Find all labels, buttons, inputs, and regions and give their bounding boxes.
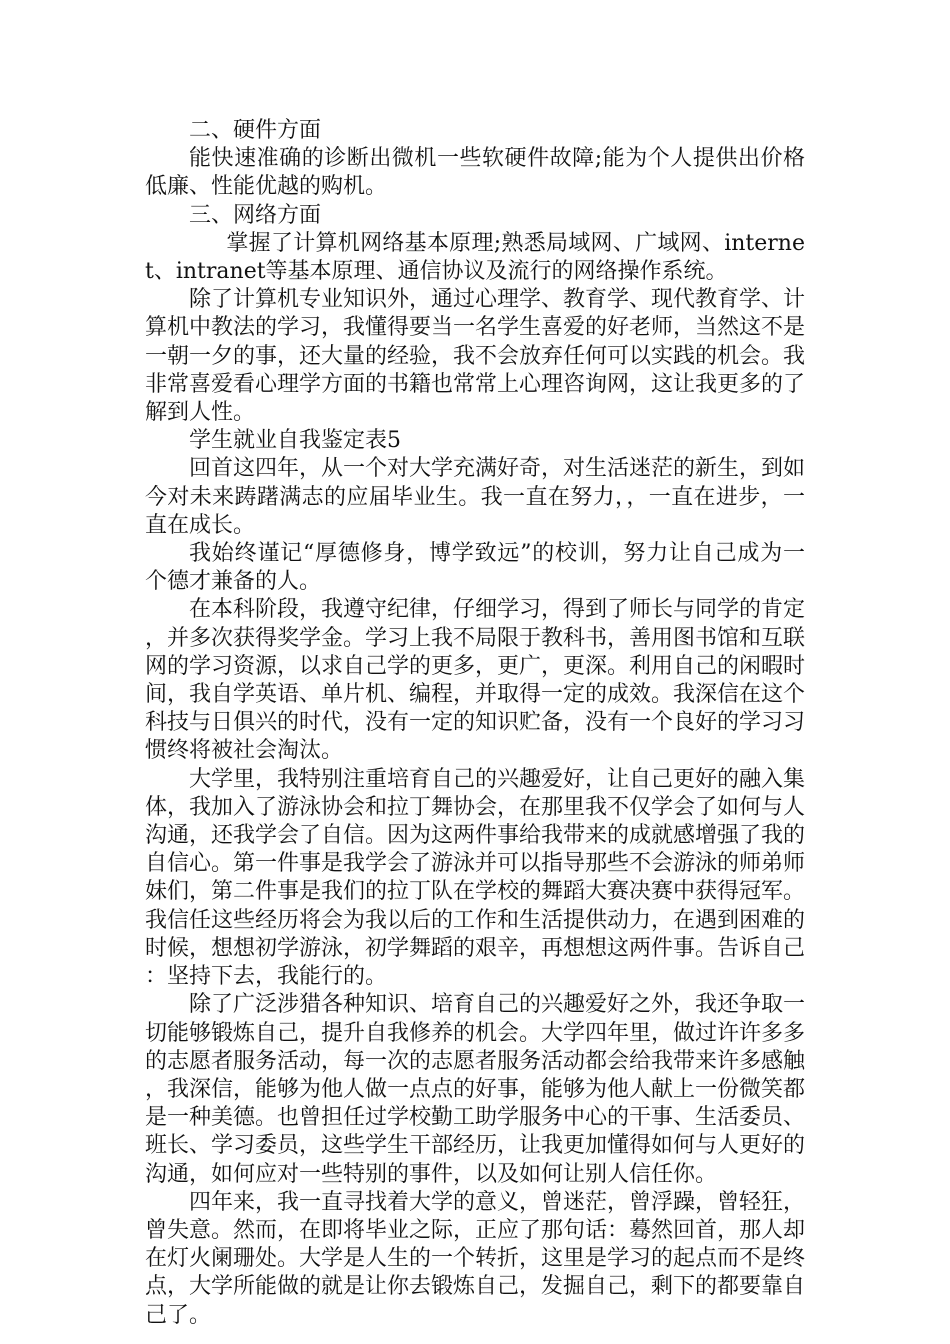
paragraph-motto: 我始终谨记“厚德修身，博学致远”的校训，努力让自己成为一个德才兼备的人。 <box>145 541 805 595</box>
paragraph-conclusion: 四年来，我一直寻找着大学的意义，曾迷茫，曾浮躁，曾轻狂，曾失意。然而，在即将毕业之际，正应了那句话：蓦然回首，那人却在灯火阑珊处。大学是人生的一个转折，这里是学习的起点而不是终点，大学所能做的就是让你去锻炼自己，发掘自己，剩下的都要靠自己了。 <box>145 1189 806 1328</box>
paragraph-teaching: 除了计算机专业知识外，通过心理学、教育学、现代教育学、计算机中教法的学习，我懂得要当一名学生喜爱的好老师，当然这不是一朝一夕的事，还大量的经验，我不会放弃任何可以实践的机会。我非常喜爱看心理学方面的书籍也常常上心理咨询网，这让我更多的了解到人性。 <box>145 287 806 426</box>
section-heading-hardware: 二、硬件方面 <box>189 118 322 143</box>
paragraph-hobbies: 大学里，我特别注重培育自己的兴趣爱好，让自己更好的融入集体，我加入了游泳协会和拉丁舞协会，在那里我不仅学会了如何与人沟通，还我学会了自信。因为这两件事给我带来的成就感增强了我的自信心。第一件事是我学会了游泳并可以指导那些不会游泳的师弟师妹们，第二件事是我们的拉丁队在学校的舞蹈大赛决赛中获得冠军。我信任这些经历将会为我以后的工作和生活提供动力，在遇到困难的时候，想想初学游泳，初学舞蹈的艰辛，再想想这两件事。告诉自己：坚持下去，我能行的。 <box>145 766 806 990</box>
paragraph-volunteer: 除了广泛涉猎各种知识、培育自己的兴趣爱好之外，我还争取一切能够锻炼自己，提升自我修养的机会。大学四年里，做过许许多多的志愿者服务活动，每一次的志愿者服务活动都会给我带来许多感触，我深信，能够为他人做一点点的好事，能够为他人献上一份微笑都是一种美德。也曾担任过学校勤工助学服务中心的干事、生活委员、班长、学习委员，这些学生干部经历，让我更加懂得如何与人更好的沟通，如何应对一些特别的事件，以及如何让别人信任你。 <box>145 992 806 1187</box>
document-body <box>145 117 805 1330</box>
section-heading-network: 三、网络方面 <box>189 202 322 228</box>
paragraph-study: 在本科阶段，我遵守纪律，仔细学习，得到了师长与同学的肯定，并多次获得奖学金。学习上我不局限于教科书，善用图书馆和互联网的学习资源，以求自己学的更多，更广，更深。利用自己的闲暇时间，我自学英语、单片机、编程，并取得一定的成效。我深信在这个科技与日俱兴的时代，没有一定的知识贮备，没有一个良好的学习习惯终将被社会淘汰。 <box>145 597 806 764</box>
paragraph-review: 回首这四年，从一个对大学充满好奇，对生活迷茫的新生，到如今对未来踌躇满志的应届毕业生。我一直在努力，，一直在进步，一直在成长。 <box>145 456 806 538</box>
paragraph-hardware: 能快速准确的诊断出微机一些软硬件故障;能为个人提供出价格低廉、性能优越的购机。 <box>145 146 805 200</box>
document-subtitle: 学生就业自我鉴定表5 <box>189 428 401 454</box>
paragraph-network: 掌握了计算机网络基本原理;熟悉局域网、广域网、internet、intranet等基本原理、通信协议及流行的网络操作系统。 <box>145 230 805 285</box>
